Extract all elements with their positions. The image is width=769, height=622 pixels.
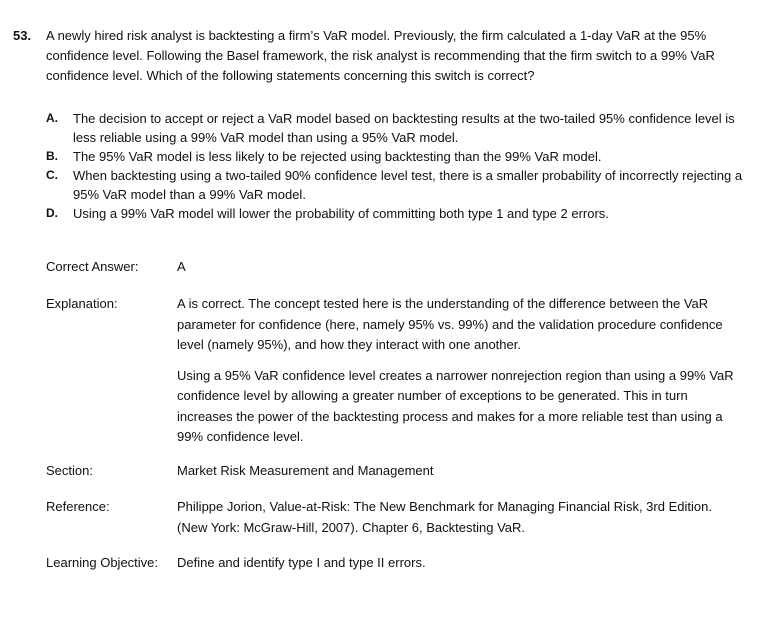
- option-b: [46, 147, 751, 166]
- option-d: [46, 204, 751, 223]
- option-text: The 95% VaR model is less likely to be rejected using backtesting than the 99% VaR model.: [73, 149, 602, 164]
- correct-answer-value: A: [177, 259, 186, 274]
- option-text: The decision to accept or reject a VaR model based on backtesting results at the two-tailed 95% confidence level is less reliable using a 99% VaR model than using a 95% VaR model.: [73, 111, 735, 145]
- option-letter: A.: [46, 111, 58, 125]
- option-letter: B.: [46, 149, 58, 163]
- section-value: Market Risk Measurement and Management: [177, 463, 434, 478]
- question-stem: A newly hired risk analyst is backtesting a firm’s VaR model. Previously, the firm calculated a 1-day VaR at the 95% confidence level. Following the Basel framework, the risk analyst is recommending that the firm switch to a 99% VaR confidence level. Which of the following statements concerning this switch is correct?: [46, 28, 715, 83]
- option-text: When backtesting using a two-tailed 90% confidence level test, there is a smaller probability of incorrectly rejecting a 95% VaR model than a 99% VaR model.: [73, 168, 743, 202]
- option-letter: D.: [46, 206, 58, 220]
- explanation-paragraph: A is correct. The concept tested here is the understanding of the difference between the VaR parameter for confidence (here, namely 95% vs. 99%) and the validation procedure confidence level (namely 95%), and how they interact with one another.: [177, 296, 723, 352]
- option-letter: C.: [46, 168, 58, 182]
- option-a: [46, 109, 751, 147]
- explanation-label: Explanation:: [46, 296, 118, 311]
- correct-answer-label: Correct Answer:: [46, 259, 139, 274]
- option-text: Using a 99% VaR model will lower the probability of committing both type 1 and type 2 errors.: [73, 206, 609, 221]
- learning-objective-label: Learning Objective:: [46, 555, 159, 570]
- explanation-paragraph: Using a 95% VaR confidence level creates a narrower nonrejection region than using a 99% VaR confidence level by allowing a greater number of exceptions to be generated. This in turn increases the power of the backtesting process and makes for a more reliable test than using a 99% confidence level.: [177, 367, 734, 444]
- reference-value: Philippe Jorion, Value-at-Risk: The New Benchmark for Managing Financial Risk, 3rd Edition. (New York: McGraw-Hill, 2007). Chapter 6, Backtesting VaR.: [177, 499, 712, 535]
- learning-objective-value: Define and identify type I and type II errors.: [177, 555, 426, 570]
- section-label: Section:: [46, 463, 93, 478]
- explanation-body: [177, 294, 737, 448]
- option-c: [46, 166, 751, 204]
- answer-options: [46, 109, 751, 223]
- question-number: 53.: [13, 28, 32, 43]
- reference-label: Reference:: [46, 499, 110, 514]
